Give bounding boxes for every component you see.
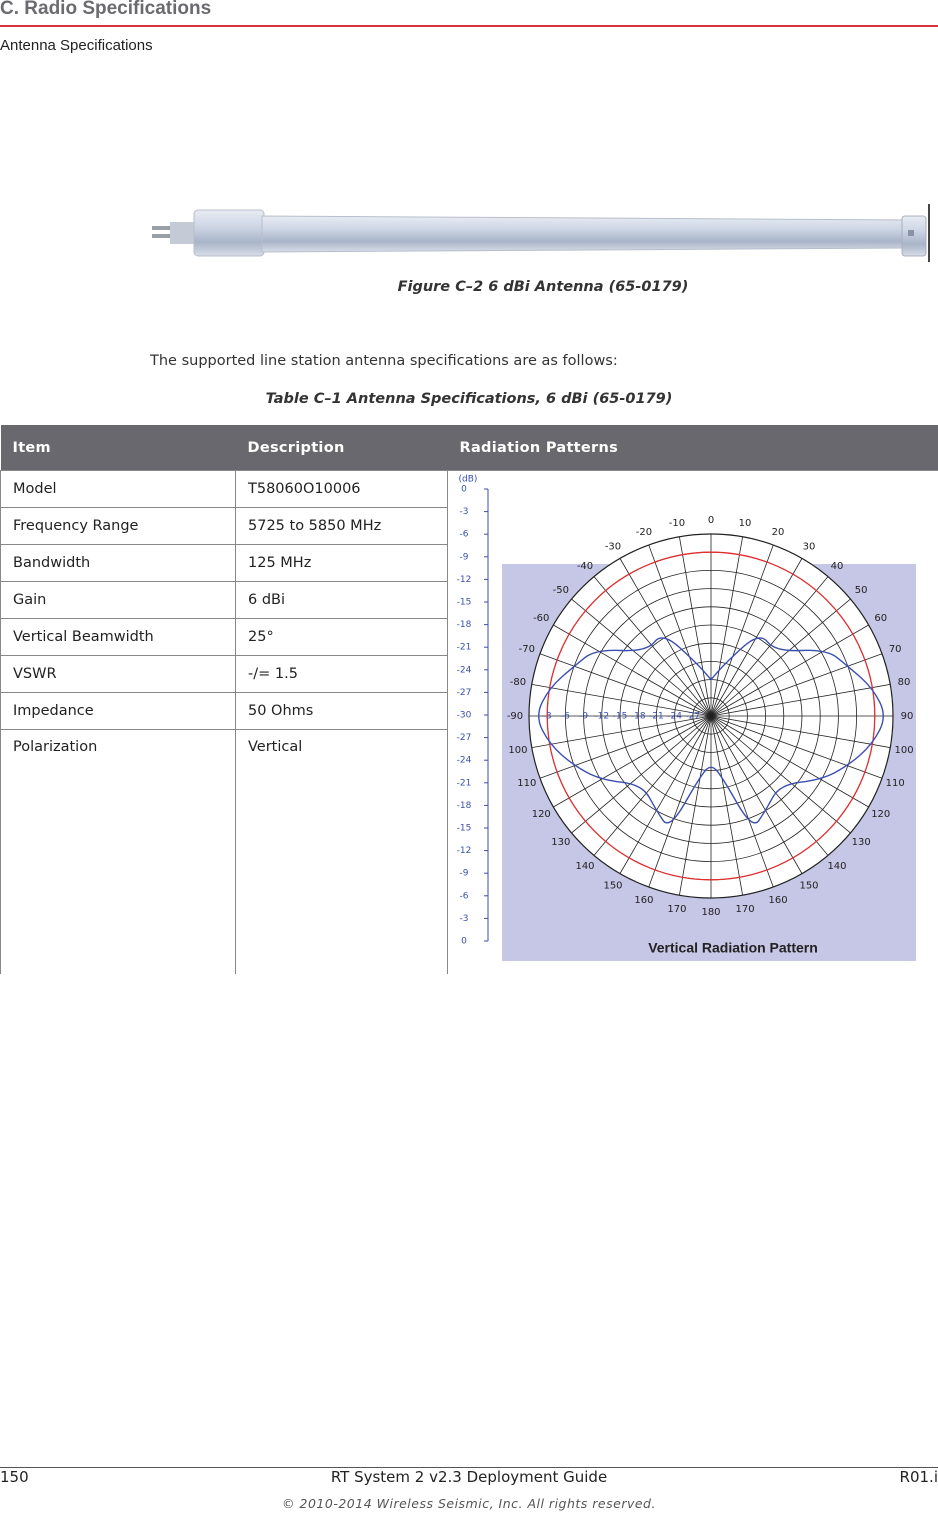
- angle-label: -90: [506, 711, 524, 722]
- row-item: VSWR: [1, 656, 236, 693]
- page-number: 150: [0, 1468, 29, 1486]
- row-item: Vertical Beamwidth: [1, 619, 236, 656]
- scale-tick-label: -21: [456, 778, 472, 789]
- row-item: Impedance: [1, 693, 236, 730]
- antenna-icon: [150, 200, 938, 264]
- scale-tick-label: -12: [456, 574, 472, 585]
- scale-unit-label: (dB): [458, 474, 478, 485]
- angle-label: 50: [854, 585, 868, 597]
- radial-label: -24: [667, 711, 682, 722]
- angle-label: 100: [894, 745, 914, 757]
- column-header-radiation: Radiation Patterns: [448, 425, 938, 471]
- chapter-title: C. Radio Specifications: [0, 0, 212, 19]
- row-item: Bandwidth: [1, 545, 236, 582]
- table-header-row: [1, 425, 938, 471]
- scale-tick-label: -15: [456, 597, 472, 608]
- scale-tick-label: -24: [456, 755, 472, 766]
- angle-label: 70: [888, 643, 902, 655]
- angle-label: 140: [827, 861, 847, 873]
- angle-label: 30: [802, 541, 816, 553]
- scale-tick-label: -18: [456, 620, 472, 631]
- row-description: 6 dBi: [236, 582, 448, 619]
- radial-label: -9: [579, 711, 589, 722]
- radial-label: -12: [594, 711, 610, 722]
- scale-tick-label: 0: [461, 484, 467, 495]
- angle-label: 110: [885, 778, 905, 790]
- scale-tick-label: -9: [459, 552, 469, 563]
- scale-tick-label: -3: [459, 913, 469, 924]
- angle-label: 130: [851, 836, 871, 848]
- angle-label: 120: [871, 809, 891, 820]
- row-description: 25°: [236, 619, 448, 656]
- row-item: Frequency Range: [1, 508, 236, 545]
- angle-label: -80: [509, 676, 527, 688]
- table-caption: Table C–1 Antenna Specifications, 6 dBi (65-0179): [265, 391, 673, 407]
- angle-label: 120: [531, 809, 551, 820]
- angle-label: 100: [508, 745, 528, 757]
- antenna-spec-table: [0, 425, 938, 974]
- copyright-notice: © 2010-2014 Wireless Seismic, Inc. All rights reserved.: [282, 1496, 656, 1511]
- scale-tick-label: -30: [456, 710, 472, 721]
- row-description: 125 MHz: [236, 545, 448, 582]
- angle-label: 40: [830, 560, 844, 572]
- angle-label: 160: [634, 895, 654, 907]
- scale-tick-label: -6: [459, 891, 469, 902]
- row-description: -/= 1.5: [236, 656, 448, 693]
- radial-label: -3: [542, 711, 552, 722]
- angle-label: -60: [533, 613, 550, 624]
- angle-label: -20: [635, 526, 653, 538]
- column-header-item: Item: [1, 425, 236, 471]
- row-description: T58060O10006: [236, 471, 448, 508]
- row-item: Polarization: [1, 730, 236, 975]
- revision-label: R01.i: [899, 1468, 938, 1486]
- angle-label: 60: [874, 613, 888, 624]
- angle-label: 140: [575, 861, 595, 873]
- row-item: Gain: [1, 582, 236, 619]
- table-row: [1, 471, 938, 508]
- scale-tick-label: -15: [456, 823, 472, 834]
- column-header-description: Description: [236, 425, 448, 471]
- angle-label: 170: [735, 904, 755, 916]
- angle-label: -30: [604, 541, 622, 553]
- radial-label: -18: [630, 711, 646, 722]
- row-description: 5725 to 5850 MHz: [236, 508, 448, 545]
- radial-label: -15: [612, 711, 628, 722]
- figure-caption: Figure C–2 6 dBi Antenna (65-0179): [397, 279, 689, 295]
- angle-label: 160: [768, 895, 788, 907]
- row-description: 50 Ohms: [236, 693, 448, 730]
- scale-tick-label: 0: [461, 936, 467, 947]
- angle-label: -40: [576, 560, 594, 572]
- scale-tick-label: -6: [459, 529, 469, 540]
- row-item: Model: [1, 471, 236, 508]
- header-divider: [0, 25, 938, 27]
- angle-label: 170: [667, 904, 687, 916]
- radiation-pattern-cell: [448, 471, 938, 975]
- angle-label: -10: [668, 517, 686, 529]
- angle-label: 150: [603, 880, 623, 892]
- scale-tick-label: -12: [456, 846, 472, 857]
- angle-label: -70: [518, 643, 535, 655]
- document-title: RT System 2 v2.3 Deployment Guide: [330, 1468, 608, 1486]
- radial-label: -21: [649, 711, 664, 722]
- angle-label: 150: [799, 880, 819, 892]
- scale-tick-label: -3: [459, 507, 469, 518]
- radial-label: -6: [560, 711, 570, 722]
- row-description: Vertical: [236, 730, 448, 975]
- section-subtitle: Antenna Specifications: [0, 37, 153, 54]
- angle-label: 110: [517, 778, 537, 790]
- radial-label: -27: [685, 711, 701, 722]
- angle-label: 90: [900, 711, 914, 722]
- scale-tick-label: -24: [456, 665, 472, 676]
- angle-label: 20: [771, 526, 785, 538]
- angle-label: 10: [738, 517, 752, 529]
- radiation-pattern-chart: [448, 471, 938, 961]
- angle-label: 180: [701, 907, 721, 918]
- scale-tick-label: -21: [456, 642, 472, 653]
- angle-label: 80: [897, 676, 911, 688]
- scale-tick-label: -18: [456, 800, 472, 811]
- angle-label: -50: [552, 585, 570, 597]
- scale-tick-label: -27: [456, 733, 472, 744]
- scale-tick-label: -27: [456, 687, 472, 698]
- chart-title: Vertical Radiation Pattern: [648, 939, 818, 956]
- intro-paragraph: The supported line station antenna specifications are as follows:: [150, 353, 618, 369]
- scale-tick-label: -9: [459, 868, 469, 879]
- angle-label: 0: [707, 515, 715, 526]
- angle-label: 130: [551, 836, 571, 848]
